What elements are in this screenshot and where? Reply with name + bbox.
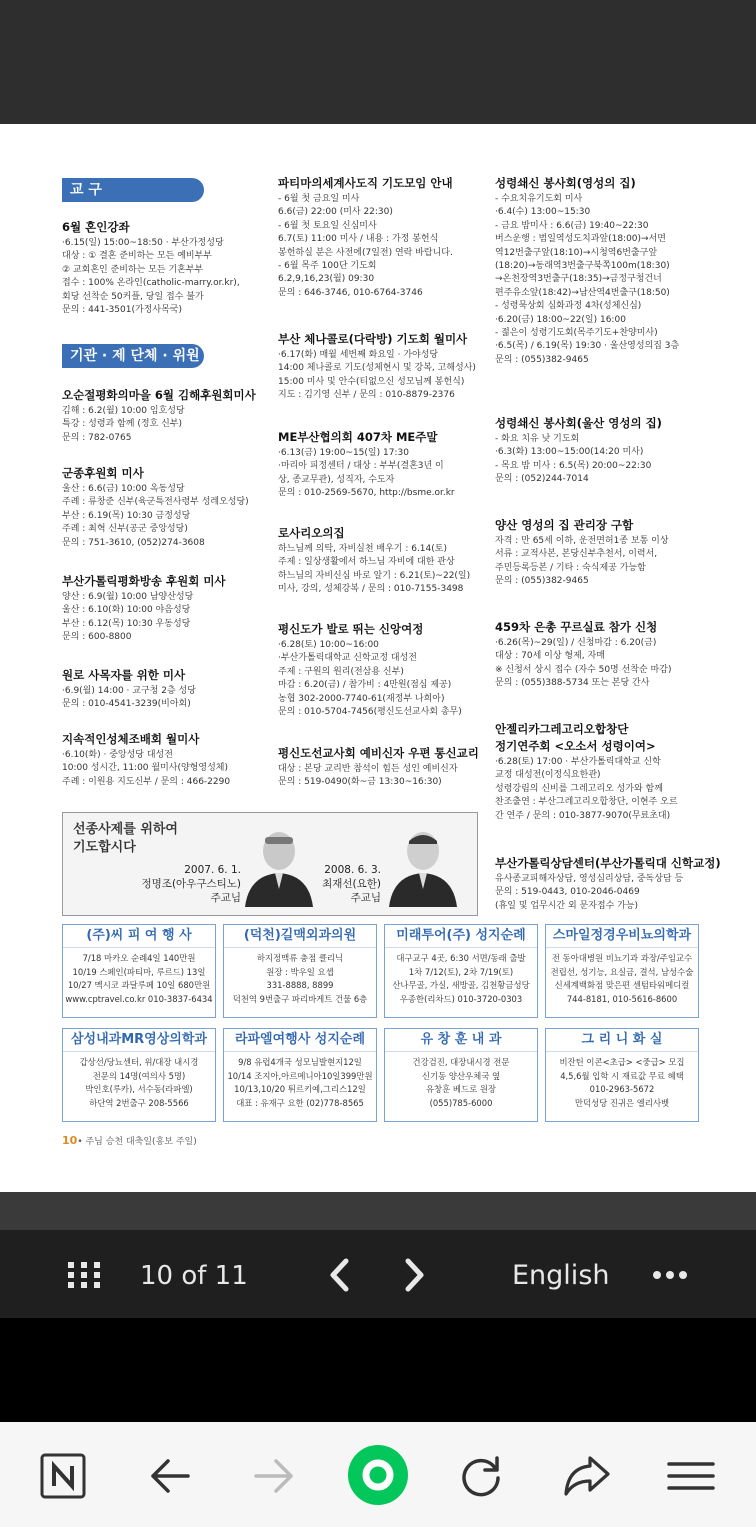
- article: 파티마의세계사도직 기도모임 안내 - 6월 첫 금요일 미사 6.6(금) 22:00 (미사 22:30) - 6월 첫 토요일 신심미사 6.7(토) 11:00 미사 / 내용 : 가정 봉헌식 봉헌하실 분은 사전에(7일전) 연락 바랍니다. - 6월 목주 100단 기도회 6.2,9,16,23(월) 09:30 문의 : 646-3746, 010-6764-3746: [278, 176, 453, 298]
- article: 평신도가 발로 뛰는 신앙여정 ·6.28(토) 10:00~16:00 ·부산가톨릭대학교 신학교정 대성전 주제 : 구원의 원리(전삼용 신부) 마감 : 6.20(금) / 참가비 : 4만원(점심 제공) 농협 302-2000-7740-61(재정부 나희아) 문의 : 010-5704-7456(평신도선교사회 총무): [278, 622, 462, 718]
- article: 성령쇄신 봉사회(울산 영성의 집) - 화요 치유 낮 기도회 ·6.3(화) 13:00~15:00(14:20 미사) - 목요 밤 미사 : 6.5(목) 20:00~22:30 문의 : (052)244-7014: [495, 416, 662, 485]
- article: 군종후원회 미사 울산 : 6.6(금) 10:00 옥동성당 주례 : 류창준 신부(육군특전사령부 성레오성당) 부산 : 6.19(목) 10:30 금정성당 주례 : 최혁 신부(공군 중앙성당) 문의 : 751-3610, (052)274-3608: [62, 466, 249, 548]
- language-selector[interactable]: English: [512, 1260, 610, 1291]
- below-page-area: [0, 1192, 756, 1230]
- section-label-institutions: 기관 · 제 단체 · 위원회: [62, 344, 204, 368]
- document-page: [0, 124, 756, 1192]
- more-icon[interactable]: [652, 1270, 688, 1280]
- ads-grid: [62, 924, 698, 1129]
- bishop-portrait-2: [385, 819, 461, 907]
- menu-icon[interactable]: [666, 1460, 716, 1492]
- article: 안젤리카그레고리오합창단 정기연주회 <오소서 성령이여> ·6.28(토) 17:00 · 부산가톨릭대학교 신학 교정 대성전(이정식요한관) 성령강림의 신비를 그레고리오 성가와 함께 찬조출연 : 부산그레고리오합창단, 이현주 오르 간 연주 / 문의 : 010-3877-9070(무료초대): [495, 722, 678, 821]
- memorial-bishop-2: 2008. 6. 3. 최재선(요한) 주교님: [322, 864, 381, 904]
- article: 오순절평화의마을 6월 김해후원회미사 김해 : 6.2(월) 10:00 임호성당 특강 : 성령과 함께 (정호 신부) 문의 : 782-0765: [62, 388, 256, 443]
- article: 평신도선교사회 예비신자 우편 통신교리 대상 : 본당 교리반 참석이 힘든 성인 예비신자 문의 : 519-0490(화~금 13:30~16:30): [278, 746, 479, 788]
- chevron-left-icon[interactable]: [326, 1258, 354, 1292]
- ad-box: 라파엘여행사 성지순례 9/8 유럽4개국 성모님발현지12일 10/14 조지아,아르메니아10일399만원 10/13,10/20 튀르키예,그리스12일 대표 : 유재구 요한 (02)778-8565: [223, 1028, 377, 1122]
- chevron-right-icon[interactable]: [400, 1258, 428, 1292]
- memorial-bishop-1: 2007. 6. 1. 정명조(아우구스티노) 주교님: [141, 864, 241, 904]
- page-footer: 10• 주님 승천 대축일(홍보 주일): [62, 1134, 197, 1147]
- page-indicator: 10 of 11: [140, 1261, 248, 1291]
- ad-box: 삼성내과MR영상의학과 갑상선/당뇨센터, 위/대장 내시경 전문의 14명(여의사 5명) 박인호(루카), 서수동(라파엘) 하단역 2번출구 208-5566: [62, 1028, 216, 1122]
- arrow-right-icon[interactable]: [252, 1456, 296, 1496]
- ad-box: (덕천)길맥외과의원 하지정맥류 충점 클리닉 원장 : 박우일 요셉 331-8888, 8899 덕천역 9번출구 파리바게트 건물 6층: [223, 924, 377, 1018]
- empty-black-area: [0, 1318, 756, 1422]
- article: 부산가톨릭평화방송 후원회 미사 양산 : 6.9(월) 10:00 남양산성당 울산 : 6.10(화) 10:00 야음성당 부산 : 6.12(목) 10:30 우동성당 문의 : 600-8800: [62, 574, 226, 643]
- article: 로사리오의집 하느님께 의탁, 자비실천 배우기 : 6.14(토) 주제 : 일상생활에서 하느님 자비에 대한 관상 하느님의 자비신심 바로 알기 : 6.21(토)~22(일) 미사, 강의, 성체강복 / 문의 : 010-7155-3498: [278, 526, 471, 595]
- reload-icon[interactable]: [458, 1454, 504, 1498]
- section-label-diocese: 교 구: [62, 178, 204, 202]
- article: 양산 영성의 집 관리장 구함 자격 : 만 65세 이하, 운전면허1종 보통 이상 서류 : 교적사본, 본당신부추천서, 이력서, 주민등록등본 / 기타 : 숙식제공 가능함 문의 : (055)382-9465: [495, 518, 669, 587]
- article: 원로 사목자를 위한 미사 ·6.9(월) 14:00 · 교구청 2층 성당 문의 : 010-4541-3239(비아회): [62, 668, 196, 710]
- ad-box: 스마일정경우비뇨의학과 전 동아대병원 비뇨기과 과장/주임교수 전립선, 성기능, 요실금, 결석, 남성수술 신세계백화점 맞은편 센텀타워메디컬 744-8181, 010-5616-8600: [545, 924, 699, 1018]
- ad-box: 그 리 니 화 실 비잔틴 이콘<초급> <중급> 모집 4,5,6월 입학 시 재료값 무료 혜택 010-2963-5672 만덕성당 진귀은 엘리사벳: [545, 1028, 699, 1122]
- ad-box: (주)씨 피 여 행 사 7/18 마카오 순례4일 140만원 10/19 스페인(파티마, 루르드) 13일 10/27 멕시코 과달루페 10일 680만원 www.cptravel.co.kr 010-3837-6434: [62, 924, 216, 1018]
- memorial-box: [62, 812, 478, 916]
- ad-box: 미래투어(주) 성지순례 대구교구 4곳, 6:30 서면/동래 출발 1차 7/12(토), 2차 7/19(토) 산나무골, 가실, 새방골, 김천황금성당 우종한(리차드) 010-3720-0303: [384, 924, 538, 1018]
- green-circle-icon[interactable]: [347, 1444, 409, 1506]
- grid-icon[interactable]: [66, 1260, 102, 1290]
- article: 지속적인성체조배회 월미사 ·6.10(화) · 중앙성당 대성전 10:00 성시간, 11:00 월미사(양형영성체) 주례 : 이원용 지도신부 / 문의 : 466-2290: [62, 732, 231, 787]
- article: 459차 은총 꾸르실료 참가 신청 ·6.26(목)~29(일) / 신청마감 : 6.20(금) 대상 : 70세 이상 형제, 자매 ※ 신청서 상시 접수 (자수 50명 선착순 마감) 문의 : (055)388-5734 또는 본당 간사: [495, 620, 672, 689]
- bishop-portrait-1: [241, 819, 317, 907]
- top-dark-bar: [0, 0, 756, 124]
- article: 성령쇄신 봉사회(영성의 집) - 수요치유기도회 미사 ·6.4(수) 13:00~15:30 - 금요 밤미사 : 6.6(금) 19:40~22:30 버스운행 : 범일역성도치과앞(18:00)→서면 역12번출구앞(18:10)→시청역6번출구앞 (18:20)→동래역3번출구북쪽100m(18:30) →온천장역3번출구(18:35)→금정구청건너 편주유소앞(18:42)→남산역4번출구(18:50) - 성령묵상회 심화과정 4차(성체신심) ·6.20(금) 18:00~22(일) 16:00 - 젊은이 성령기도회(목주기도+찬양미사) ·6.5(목) / 6.19(목) 19:30 · 울산영성의집 3층 문의 : (055)382-9465: [495, 176, 680, 365]
- naver-n-icon[interactable]: [40, 1453, 86, 1499]
- article: ME부산협의회 407차 ME주말 ·6.13(금) 19:00~15(일) 17:30 ·마리아 피정센터 / 대상 : 부부(결혼3년 이 상, 종교무관), 성직자, 수도자 문의 : 010-2569-5670, http://bsme.or.kr: [278, 430, 455, 499]
- arrow-left-icon[interactable]: [148, 1456, 192, 1496]
- ad-box: 유 창 훈 내 과 건강검진, 대장내시경 전문 신기동 양산우체국 옆 유창훈 베드로 원장 (055)785-6000: [384, 1028, 538, 1122]
- memorial-heading: 선종사제를 위하여 기도합시다: [73, 822, 178, 855]
- viewer-toolbar: [0, 1230, 756, 1318]
- browser-toolbar: [0, 1422, 756, 1527]
- article: 부산가톨릭상담센터(부산가톨릭대 신학교정) 유사종교피해자상담, 영성심리상담, 중독상담 등 문의 : 519-0443, 010-2046-0469 (휴일 및 업무시간 외 문자접수 가능): [495, 856, 721, 911]
- article: 6월 혼인강좌 ·6.15(일) 15:00~18:50 · 부산가정성당 대상 : ① 결혼 준비하는 모든 예비부부 ② 교회혼인 준비하는 모든 기혼부부 접수 : 100% 온라인(catholic-marry.or.kr), 회당 선착순 50커플, 당일 접수 불가 문의 : 441-3501(가정사목국): [62, 220, 240, 316]
- share-icon[interactable]: [562, 1454, 612, 1498]
- article: 부산 체나콜로(다락방) 기도회 월미사 ·6.17(화) 매월 세번째 화요일 · 가야성당 14:00 체나콜로 기도(성체현시 및 강복, 고해성사) 15:00 미사 및 안수(티없으신 성모님께 봉헌식) 지도 : 김기영 신부 / 문의 : 010-8879-2376: [278, 332, 476, 401]
